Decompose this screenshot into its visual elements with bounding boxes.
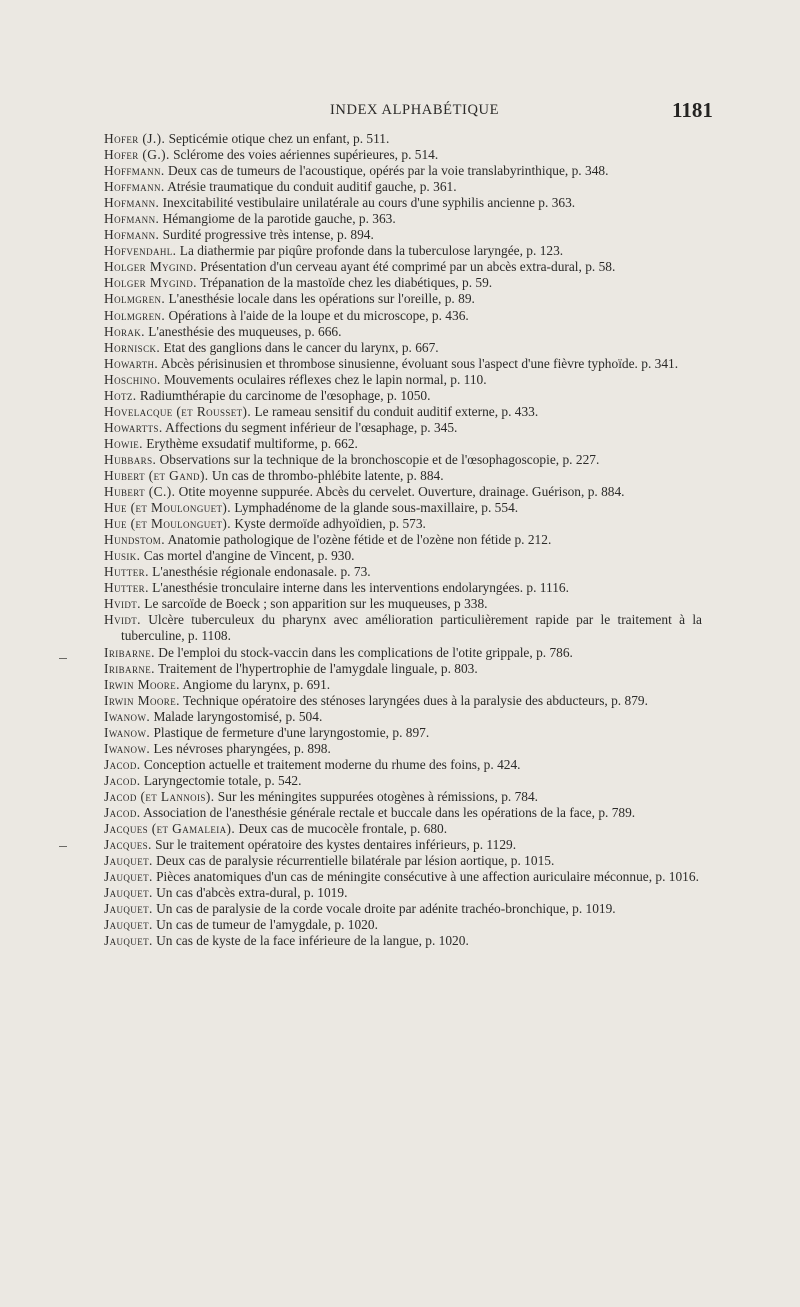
- entry-text: Angiome du larynx, p. 691.: [179, 676, 331, 692]
- entry-text: Un cas de kyste de la face inférieure de la langue, p. 1020.: [152, 933, 469, 949]
- index-entry: [104, 853, 702, 869]
- entry-text: Etat des ganglions dans le cancer du larynx, p. 667.: [160, 339, 439, 355]
- entry-author: Horak.: [104, 323, 145, 339]
- entry-author: Hubbars.: [104, 451, 157, 467]
- entry-text: Surdité progressive très intense, p. 894.: [159, 227, 374, 243]
- entry-text: Association de l'anesthésie générale rectale et buccale dans les opérations de la face, p. 789.: [140, 804, 636, 820]
- entry-author: Jauquet.: [104, 853, 153, 869]
- entry-text: Deux cas de mucocèle frontale, p. 680.: [235, 821, 448, 837]
- entry-text: L'anesthésie tronculaire interne dans les interventions endolaryngées. p. 1116.: [148, 580, 569, 596]
- index-entry: [104, 933, 702, 949]
- entry-text: Malade laryngostomisé, p. 504.: [150, 708, 323, 724]
- entry-text: Traitement de l'hypertrophie de l'amygdale linguale, p. 803.: [154, 660, 478, 676]
- entry-text: Erythème exsudatif multiforme, p. 662.: [142, 435, 358, 451]
- index-entry: [104, 693, 702, 709]
- index-entry: [104, 596, 702, 612]
- index-entry: [104, 741, 702, 757]
- entry-text: Kyste dermoïde adhyoïdien, p. 573.: [231, 516, 426, 532]
- entry-text: De l'emploi du stock-vaccin dans les complications de l'otite grippale, p. 786.: [154, 644, 573, 660]
- entry-text: Un cas de thrombo-phlébite latente, p. 884.: [208, 467, 444, 483]
- index-entry: [104, 612, 702, 644]
- entry-author: Hofmann.: [104, 211, 160, 227]
- entry-author: Hornisck.: [104, 339, 161, 355]
- entry-author: Hotz.: [104, 387, 137, 403]
- entry-text: Le rameau sensitif du conduit auditif externe, p. 433.: [251, 403, 539, 419]
- index-entry: [104, 179, 702, 195]
- entry-author: Hoffmann.: [104, 179, 165, 195]
- index-entry: [104, 516, 702, 532]
- index-entry: [104, 388, 702, 404]
- entry-author: Jacod.: [104, 804, 141, 820]
- entry-text: L'anesthésie régionale endonasale. p. 73.: [148, 564, 371, 580]
- index-entry: [104, 709, 702, 725]
- index-entry: [104, 645, 702, 661]
- entry-author: Howarth.: [104, 355, 159, 371]
- entry-text: Mouvements oculaires réflexes chez le lapin normal, p. 110.: [160, 371, 487, 387]
- index-entry: [104, 773, 702, 789]
- entry-author: Hubert (et Gand).: [104, 467, 209, 483]
- index-entry: [104, 147, 702, 163]
- index-entry: [104, 661, 702, 677]
- entry-text: Radiumthérapie du carcinome de l'œsophage, p. 1050.: [136, 387, 431, 403]
- entry-text: Sur le traitement opératoire des kystes dentaires inférieurs, p. 1129.: [151, 837, 517, 853]
- entry-text: Cas mortel d'angine de Vincent, p. 930.: [140, 548, 355, 564]
- index-entry: [104, 291, 702, 307]
- entry-text: Deux cas de tumeurs de l'acoustique, opérés par la voie translabyrinthique, p. 348.: [164, 163, 609, 179]
- entry-author: Hoschino.: [104, 371, 161, 387]
- entry-text: Observations sur la technique de la bronchoscopie et de l'œsophagoscopie, p. 227.: [156, 451, 600, 467]
- entry-author: Hue (et Moulonguet).: [104, 516, 232, 532]
- index-entry: [104, 324, 702, 340]
- entry-author: Hvidt.: [104, 612, 141, 628]
- index-entry: [104, 404, 702, 420]
- entry-text: Opérations à l'aide de la loupe et du microscope, p. 436.: [165, 307, 469, 323]
- index-entry: [104, 340, 702, 356]
- entry-text: Un cas de tumeur de l'amygdale, p. 1020.: [152, 917, 378, 933]
- entry-author: Hofmann.: [104, 195, 160, 211]
- index-entry: [104, 901, 702, 917]
- index-entry: [104, 195, 702, 211]
- entry-author: Howartts.: [104, 419, 163, 435]
- entry-author: Jacod (et Lannois).: [104, 788, 215, 804]
- entry-author: Jauquet.: [104, 917, 153, 933]
- entry-text: L'anesthésie locale dans les opérations sur l'oreille, p. 89.: [165, 291, 475, 307]
- entry-text: Deux cas de paralysie récurrentielle bilatérale par lésion aortique, p. 1015.: [152, 853, 555, 869]
- entry-author: Husik.: [104, 548, 141, 564]
- entry-author: Jacod.: [104, 772, 141, 788]
- entry-author: Jauquet.: [104, 933, 153, 949]
- entry-author: Hue (et Moulonguet).: [104, 500, 232, 516]
- index-entry: [104, 275, 702, 291]
- entry-author: Jacques (et Gamaleia).: [104, 821, 236, 837]
- entry-author: Jacod.: [104, 756, 141, 772]
- entry-author: Hofvendahl.: [104, 243, 177, 259]
- entry-author: Holger Mygind.: [104, 259, 197, 275]
- entry-author: Hofer (J.).: [104, 131, 166, 146]
- entry-text: Lymphadénome de la glande sous-maxillaire, p. 554.: [231, 500, 519, 516]
- index-entry: [104, 757, 702, 773]
- index-entry: [104, 869, 702, 885]
- index-entry: [104, 548, 702, 564]
- entry-text: Présentation d'un cerveau ayant été comprimé par un abcès extra-dural, p. 58.: [196, 259, 616, 275]
- entry-author: Jacques.: [104, 837, 152, 853]
- index-entries: [104, 131, 702, 949]
- entry-text: Le sarcoïde de Boeck ; son apparition sur les muqueuses, p 338.: [140, 596, 488, 612]
- entry-author: Iwanow.: [104, 740, 151, 756]
- entry-author: Jauquet.: [104, 869, 153, 885]
- index-entry: [104, 564, 702, 580]
- index-entry: [104, 917, 702, 933]
- running-header: [0, 98, 800, 124]
- index-entry: [104, 211, 702, 227]
- entry-text: Otite moyenne suppurée. Abcès du cervelet. Ouverture, drainage. Guérison, p. 884.: [175, 484, 625, 500]
- index-entry: [104, 885, 702, 901]
- entry-author: Hovelacque (et Rousset).: [104, 403, 252, 419]
- index-entry: [104, 372, 702, 388]
- index-entry: [104, 484, 702, 500]
- index-entry: [104, 837, 702, 853]
- entry-author: Hubert (C.).: [104, 484, 176, 500]
- entry-text: Atrésie traumatique du conduit auditif gauche, p. 361.: [164, 179, 457, 195]
- entry-text: Affections du segment inférieur de l'œsaphage, p. 345.: [162, 419, 458, 435]
- entry-text: Plastique de fermeture d'une laryngostomie, p. 897.: [150, 724, 430, 740]
- entry-text: Anatomie pathologique de l'ozène fétide et de l'ozène non fétide p. 212.: [164, 532, 552, 548]
- index-entry: [104, 436, 702, 452]
- index-entry: [104, 356, 702, 372]
- running-title: INDEX ALPHABÉTIQUE: [330, 102, 500, 118]
- entry-author: Holmgren.: [104, 307, 166, 323]
- entry-author: Irwin Moore.: [104, 676, 180, 692]
- entry-author: Hvidt.: [104, 596, 141, 612]
- index-entry: [104, 163, 702, 179]
- index-entry: [104, 227, 702, 243]
- index-entry: [104, 259, 702, 275]
- entry-author: Hutter.: [104, 564, 149, 580]
- entry-author: Irwin Moore.: [104, 692, 180, 708]
- index-entry: [104, 243, 702, 259]
- entry-author: Jauquet.: [104, 901, 153, 917]
- entry-author: Iwanow.: [104, 708, 151, 724]
- index-entry: [104, 452, 702, 468]
- index-entry: [104, 468, 702, 484]
- entry-text: Hémangiome de la parotide gauche, p. 363.: [159, 211, 396, 227]
- entry-author: Hoffmann.: [104, 163, 165, 179]
- entry-text: Un cas d'abcès extra-dural, p. 1019.: [152, 885, 348, 901]
- entry-text: Technique opératoire des sténoses laryngées dues à la paralysie des abducteurs, p. 879.: [179, 692, 648, 708]
- entry-text: Conception actuelle et traitement moderne du rhume des foins, p. 424.: [140, 756, 521, 772]
- entry-author: Hofer (G.).: [104, 147, 170, 163]
- entry-author: Howie.: [104, 435, 143, 451]
- entry-author: Jauquet.: [104, 885, 153, 901]
- index-entry: [104, 805, 702, 821]
- index-entry: [104, 420, 702, 436]
- margin-mark: [59, 658, 67, 659]
- index-entry: [104, 500, 702, 516]
- index-entry: [104, 725, 702, 741]
- entry-text: Sur les méningites suppurées otogènes à rémissions, p. 784.: [214, 788, 539, 804]
- entry-author: Iwanow.: [104, 724, 151, 740]
- entry-text: Un cas de paralysie de la corde vocale droite par adénite trachéo-bronchique, p. 1019.: [152, 901, 616, 917]
- index-entry: [104, 532, 702, 548]
- page-number: 1181: [672, 98, 713, 122]
- entry-text: Laryngectomie totale, p. 542.: [140, 772, 302, 788]
- entry-author: Hutter.: [104, 580, 149, 596]
- entry-text: Abcès périsinusien et thrombose sinusienne, évoluant sous l'aspect d'une fièvre typhoïde. p. 341.: [158, 355, 679, 371]
- entry-text: Ulcère tuberculeux du pharynx avec amélioration particulièrement rapide par le traitement à la tuberculine, p. 1108.: [121, 612, 702, 644]
- index-entry: [104, 308, 702, 324]
- index-entry: [104, 580, 702, 596]
- entry-text: Septicémie otique chez un enfant, p. 511.: [165, 131, 390, 146]
- index-entry: [104, 677, 702, 693]
- entry-text: Inexcitabilité vestibulaire unilatérale au cours d'une syphilis ancienne p. 363.: [159, 195, 576, 211]
- entry-text: La diathermie par piqûre profonde dans la tuberculose laryngée, p. 123.: [176, 243, 564, 259]
- entry-text: Les névroses pharyngées, p. 898.: [150, 740, 331, 756]
- entry-text: L'anesthésie des muqueuses, p. 666.: [144, 323, 342, 339]
- entry-author: Iribarne.: [104, 660, 155, 676]
- entry-author: Holger Mygind.: [104, 275, 197, 291]
- entry-text: Sclérome des voies aériennes supérieures, p. 514.: [169, 147, 439, 163]
- index-entry: [104, 821, 702, 837]
- entry-author: Holmgren.: [104, 291, 166, 307]
- entry-author: Hundstom.: [104, 532, 165, 548]
- entry-text: Trépanation de la mastoïde chez les diabétiques, p. 59.: [196, 275, 493, 291]
- entry-author: Hofmann.: [104, 227, 160, 243]
- entry-text: Pièces anatomiques d'un cas de méningite consécutive à une affection auriculaire méconnue, p. 1016.: [152, 869, 699, 885]
- entry-author: Iribarne.: [104, 644, 155, 660]
- index-entry: [104, 789, 702, 805]
- index-entry: [104, 131, 702, 147]
- margin-mark: [59, 846, 67, 847]
